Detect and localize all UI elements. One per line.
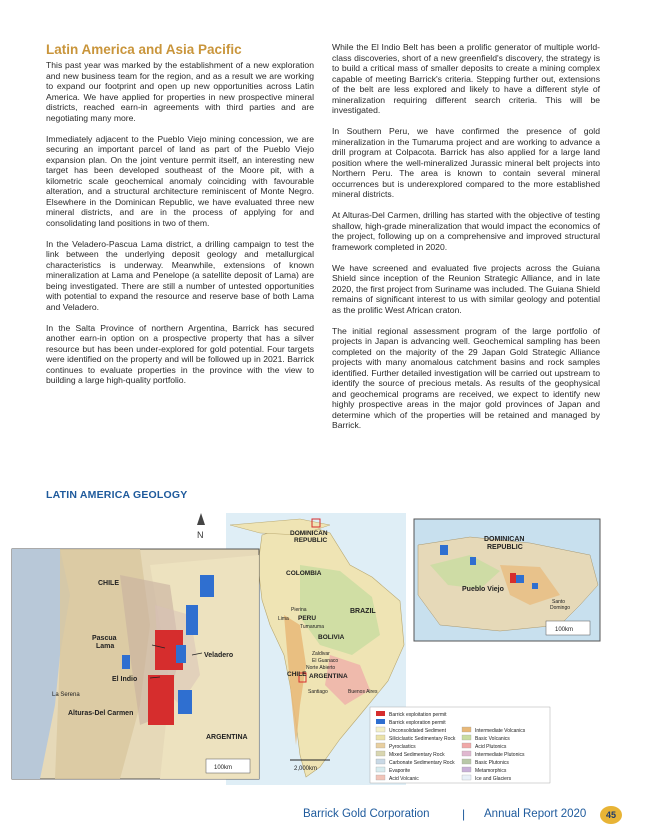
label-chile: CHILE [287, 671, 307, 678]
label-santiago: Santiago [308, 689, 328, 695]
north-label: N [197, 530, 204, 540]
label-lama: Lama [96, 643, 115, 650]
label-santo: Santo [552, 599, 566, 605]
paragraph: In Southern Peru, we have confirmed the presence of gold mineralization in the Tumaruma project and are working to advance a drill program at Colpacota. Barrick has also applied for a large land position where the well-mineralized Jurassic mineral belt projects into Northern Peru. The area is known to contain several mineral occurrences but is underexplored compared to the more established mineral districts. [332, 126, 600, 199]
paragraph: While the El Indio Belt has been a prolific generator of multiple world-class discoveries, short of a new greenfield's discovery, the strategy is to build a critical mass of smaller deposits to create a mining complex capable of meeting Barrick's criteria. Stepping further out, extensions of the belt are less explored and likely to have a different style of mineralization requiring different search criteria. This will be investigated. [332, 42, 600, 115]
page-footer [0, 806, 646, 826]
legend-label: Evaporite [389, 768, 411, 774]
legend-swatch [462, 759, 471, 764]
legend-label: Pyroclastics [389, 744, 416, 750]
legend-swatch [376, 735, 385, 740]
label-peru: PERU [298, 615, 317, 622]
main-scale-label: 2,000km [294, 766, 318, 772]
geology-map-title: LATIN AMERICA GEOLOGY [46, 489, 188, 501]
right-column [332, 42, 600, 441]
label-el-guanaco: El Guanaco [312, 658, 339, 664]
legend-swatch [462, 727, 471, 732]
paragraph: At Alturas-Del Carmen, drilling has started with the objective of testing shallow, high-grade mineralization that would impact the economics of the project, following up on a comprehensive and improved structural framework completed in 2020. [332, 210, 600, 252]
legend-label: Mixed Sedimentary Rock [389, 752, 445, 758]
label-bolivia: BOLIVIA [318, 634, 345, 641]
right-scale-label: 100km [555, 627, 574, 633]
label-el-indio: El Indio [112, 676, 138, 683]
legend-swatch [376, 751, 385, 756]
legend-label: Intermediate Volcanics [475, 728, 526, 734]
paragraph: This past year was marked by the establishment of a new exploration and new business team for the region, and as a result we are working to expand our footprint and open up new opportunities across Latin America. We have applied for properties in new prospective mineral districts, reached earn-in agreements with third parties and are negotiating many more. [46, 60, 314, 123]
label-pueblo-viejo: Pueblo Viejo [462, 586, 504, 593]
legend-label: Unconsolidated Sediment [389, 728, 446, 734]
map-legend [370, 707, 550, 783]
label-alturas: Alturas-Del Carmen [68, 710, 134, 717]
legend-label: Intermediate Plutonics [475, 752, 525, 758]
label-zaldivar: Zaldivar [312, 651, 330, 657]
label-argentina-inset: ARGENTINA [206, 734, 248, 741]
legend-label: Metamorphics [475, 768, 507, 774]
paragraph: The initial regional assessment program of the large portfolio of projects in Japan is advancing well. Geochemical sampling has been completed on the majority of the 29 Japan Gold Strategic Alliance projects with many anomalous catchment basins and rock samples identified. Further detailed investigation will be carried out upstream to identify the source of precious metals. As results of the geophysical and geochemical programs are received, we expect to identify new highly prospective areas in the major gold provinces of Japan and determine which of the properties will be retained and managed by Barrick. [332, 325, 600, 430]
label-pascua: Pascua [92, 635, 117, 642]
legend-swatch [376, 727, 385, 732]
legend-swatch [462, 775, 471, 780]
paragraph: In the Salta Province of northern Argentina, Barrick has secured another earn-in option on a prospective property that has a silver resource but has been under-explored for gold potential. Four targets were identified on the property and will be followed up in 2021. Barrick continues to evaluate properties in the province with the view to building a large high-quality portfolio. [46, 322, 314, 385]
left-column [46, 60, 314, 396]
label-chile-inset: CHILE [98, 580, 119, 587]
paragraph: Immediately adjacent to the Pueblo Viejo mining concession, we are securing an important parcel of land as part of the Pueblo Viejo expansion plan. On the joint venture permit itself, an interesting new target has been developed southeast of the Moore pit, with a kilometric scale geochemical anomaly coinciding with favourable alteration, and a structural architecture reminiscent of Monte Negro. Elsewhere in the Dominican Republic, we have evaluated three new mineral districts, and are in the process of applying for and consolidating land positions in two of them. [46, 133, 314, 228]
legend-swatch [376, 775, 385, 780]
legend-label: Basic Volcanics [475, 736, 510, 742]
geology-map-figure [0, 505, 646, 785]
label-republic-inset: REPUBLIC [487, 544, 523, 551]
left-inset-map [12, 549, 259, 779]
page-number: 45 [600, 806, 622, 824]
label-dominican-inset: DOMINICAN [484, 536, 525, 543]
label-republic: REPUBLIC [294, 537, 328, 544]
label-veladero: Veladero [204, 652, 234, 659]
label-lima: Lima [278, 616, 289, 622]
footer-report: Annual Report 2020 [484, 808, 587, 820]
label-buenos-aires: Buenos Aires [348, 689, 378, 695]
left-scale-label: 100km [214, 765, 233, 771]
footer-separator: | [462, 807, 466, 821]
right-inset-map [414, 519, 600, 641]
label-brazil: BRAZIL [350, 608, 376, 615]
label-norte-abierto: Norte Abierto [306, 665, 336, 671]
legend-swatch [376, 759, 385, 764]
label-dominican: DOMINICAN [290, 530, 328, 537]
footer-company: Barrick Gold Corporation [303, 808, 430, 820]
legend-label: Acid Volcanic [389, 776, 419, 782]
label-pierina: Pierina [291, 607, 307, 613]
legend-swatch [462, 767, 471, 772]
legend-swatch [462, 751, 471, 756]
paragraph: In the Veladero-Pascua Lama district, a drilling campaign to test the link between the underlying deposit geology and metallurgical characteristics is underway. Meanwhile, extensions of known mineralization at Lama and Penelope (a satellite deposit of Lama) are being investigated. There are still a number of untested opportunities with potential to expand the resource and reserve base of both Lama and Veladero. [46, 238, 314, 312]
label-colombia: COLOMBIA [286, 570, 322, 577]
legend-label: Siliciclastic Sedimentary Rock [389, 736, 456, 742]
legend-exploration: Barrick exploration permit [389, 720, 446, 726]
label-tumaruma: Tumaruma [300, 624, 324, 630]
section-heading: Latin America and Asia Pacific [46, 42, 242, 57]
legend-swatch [376, 767, 385, 772]
legend-label: Ice and Glaciers [475, 776, 512, 782]
label-domingo: Domingo [550, 605, 571, 611]
paragraph: We have screened and evaluated five projects across the Guiana Shield since inception of the Reunion Strategic Alliance, and in late 2020, the first project from Suriname was included. The Guiana Shield remains of significant interest to us with similar geology and potential as the prolific West African craton. [332, 262, 600, 315]
legend-exploitation: Barrick exploitation permit [389, 712, 447, 718]
legend-swatch [376, 743, 385, 748]
label-la-serena: La Serena [52, 692, 80, 698]
legend-label: Acid Plutonics [475, 744, 507, 750]
label-argentina: ARGENTINA [309, 673, 348, 680]
legend-swatch [462, 743, 471, 748]
legend-label: Carbonate Sedimentary Rock [389, 760, 455, 766]
legend-swatch [462, 735, 471, 740]
legend-label: Basic Plutonics [475, 760, 509, 766]
north-arrow-icon [197, 513, 205, 540]
